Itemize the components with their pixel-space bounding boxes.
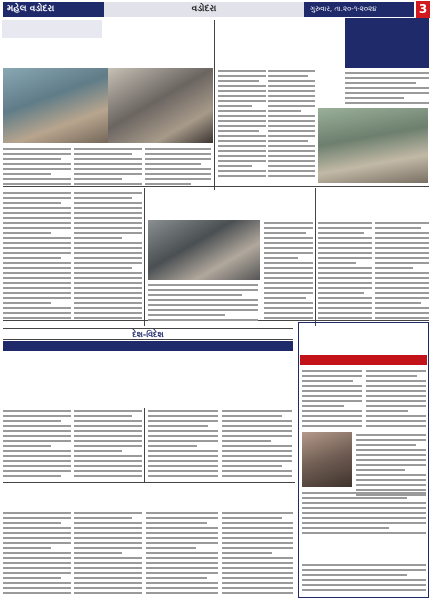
- story-headline: [218, 18, 340, 54]
- story-body-text: [74, 148, 142, 188]
- column-divider: [315, 188, 316, 326]
- feature-headline: [300, 324, 427, 354]
- story-body-text: [302, 492, 426, 537]
- news-photo: [108, 68, 213, 143]
- story-body-text: [375, 222, 429, 322]
- story-body-text: [302, 564, 426, 594]
- column-divider: [214, 20, 215, 190]
- story-headline: [148, 188, 313, 218]
- story-body-text: [145, 148, 211, 188]
- story-body-text: [3, 512, 71, 597]
- story-kicker: [2, 20, 102, 38]
- story-body-text: [146, 512, 218, 597]
- story-body-text: [74, 410, 142, 480]
- story-headline: [3, 484, 143, 508]
- story-headline: [146, 484, 293, 508]
- section-rule: [3, 482, 295, 483]
- page-header: [0, 0, 432, 20]
- story-body-text: [218, 70, 266, 180]
- story-body-text: [264, 222, 313, 322]
- story-headline: [318, 188, 430, 218]
- story-body-text: [148, 410, 218, 480]
- story-body-text: [366, 370, 426, 430]
- section-label: મહેલ વડોદરા: [3, 2, 104, 17]
- story-body-text: [222, 512, 293, 597]
- news-photo: [148, 220, 260, 280]
- city-label: વડોદરા: [104, 2, 304, 17]
- story-headline: [2, 40, 212, 68]
- news-photo: [3, 68, 108, 143]
- story-body-text: [148, 284, 258, 324]
- story-body-text: [3, 192, 71, 322]
- lead-kicker: [3, 341, 293, 351]
- news-photo: [318, 108, 428, 183]
- story-body-text: [356, 434, 426, 499]
- story-body-text: [318, 222, 372, 322]
- story-body-text: [345, 72, 429, 107]
- story-subheadline: [218, 53, 340, 65]
- story-body-text: [268, 70, 315, 180]
- story-body-text: [74, 192, 142, 322]
- portrait-photo: [302, 432, 352, 487]
- feature-headline: [300, 540, 427, 562]
- story-body-text: [3, 410, 71, 480]
- story-body-text: [74, 512, 142, 597]
- date-label: ગુરુવાર, તા.૨૦-૧-૨૦૨૪: [304, 2, 414, 17]
- column-divider: [144, 188, 145, 326]
- section-banner: દેશ-વિદેશ: [3, 328, 293, 340]
- lead-headline: [3, 352, 293, 404]
- story-body-text: [3, 148, 71, 188]
- highlight-box: [345, 18, 429, 68]
- feature-kicker: [300, 355, 427, 365]
- story-body-text: [222, 410, 292, 480]
- column-divider: [144, 408, 145, 483]
- page-number-badge: 3: [416, 1, 430, 18]
- story-body-text: [302, 370, 362, 430]
